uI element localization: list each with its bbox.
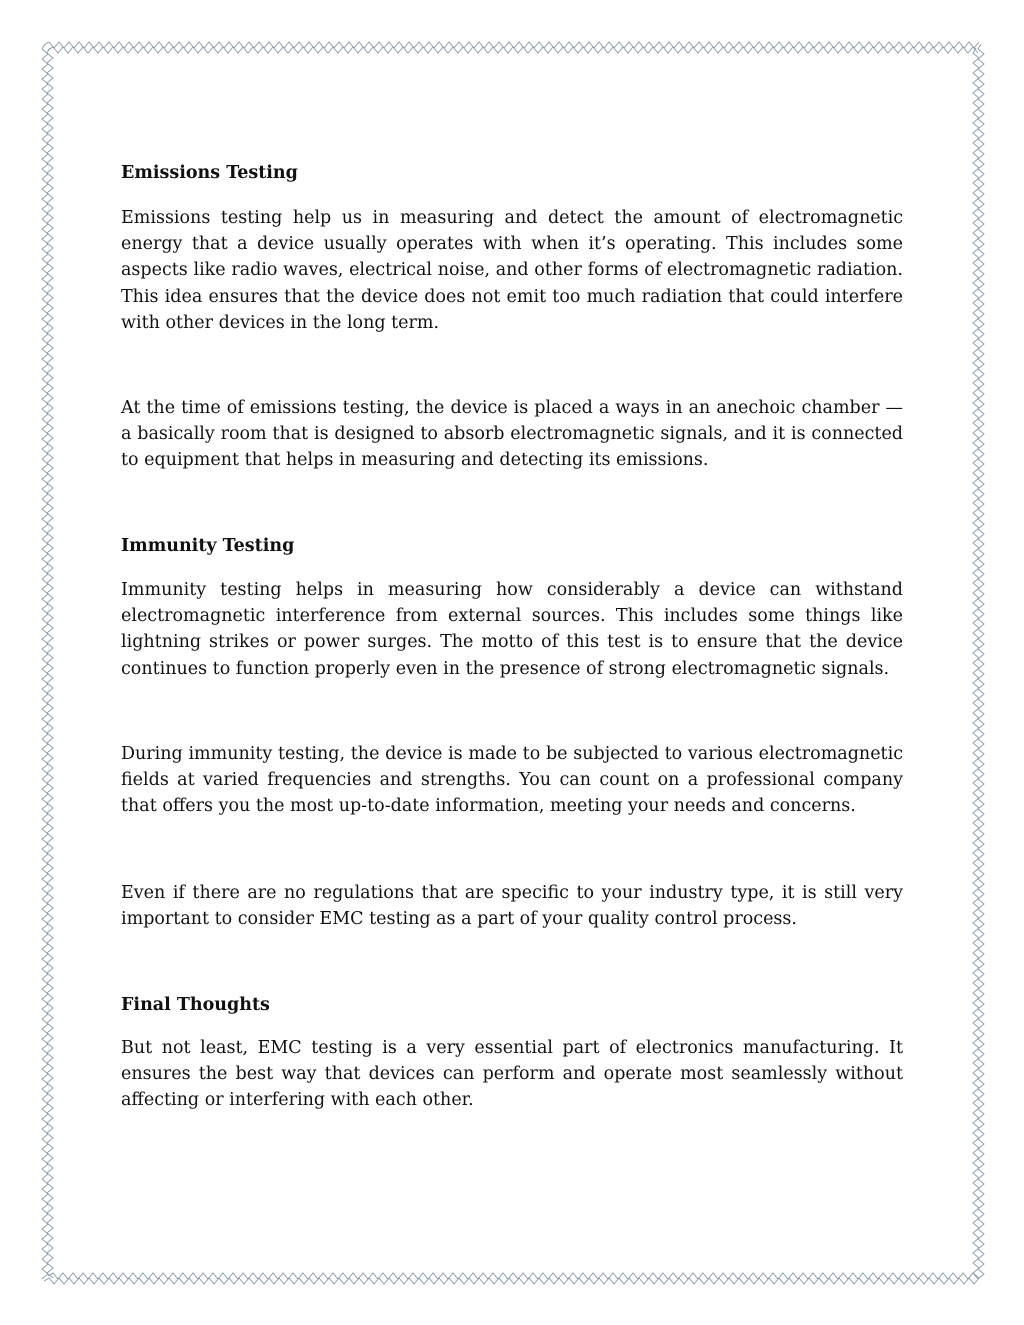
- border-left-inner: [47, 48, 53, 1278]
- paragraph-immunity-intro: Immunity testing helps in measuring how considerably a device can withstand electromagnetic interference from external sources. This includes some things like lightning strikes or power surges. The motto of this test is to ensure that the device continues to function properly even in the presence of strong electromagnetic signals.: [121, 580, 903, 679]
- border-bottom: [44, 1278, 979, 1284]
- paragraph-regulations: Even if there are no regulations that are specific to your industry type, it is still very important to consider EMC testing as a part of your quality control process.: [121, 883, 903, 930]
- border-top-inner: [48, 47, 978, 53]
- paragraph-emissions-chamber: At the time of emissions testing, the device is placed a ways in an anechoic chamber — a basically room that is designed to absorb electromagnetic signals, and it is connected to equipment that helps in measuring and detecting its emissions.: [121, 398, 903, 471]
- paragraph-final: But not least, EMC testing is a very essential part of electronics manufacturing. It ensures the best way that devices can perform and operate most seamlessly without affecting or interfering with each other.: [121, 1038, 903, 1111]
- border-left: [42, 44, 48, 1279]
- heading-emissions-testing: Emissions Testing: [121, 163, 298, 183]
- heading-immunity-testing: Immunity Testing: [121, 536, 295, 556]
- border-right: [978, 44, 984, 1279]
- border-bottom-inner: [48, 1273, 978, 1279]
- paragraph-immunity-fields: During immunity testing, the device is made to be subjected to various electromagnetic fields at varied frequencies and strengths. You can count on a professional company that offers you the most up-to-date information, meeting your needs and concerns.: [121, 744, 903, 817]
- paragraph-emissions-intro: Emissions testing help us in measuring and detect the amount of electromagnetic energy that a device usually operates with when it’s operating. This includes some aspects like radio waves, electrical noise, and other forms of electromagnetic radiation. This idea ensures that the device does not emit too much radiation that could interfere with other devices in the long term.: [121, 208, 903, 333]
- border-right-inner: [973, 48, 979, 1278]
- border-top: [44, 42, 979, 48]
- heading-final-thoughts: Final Thoughts: [121, 995, 270, 1015]
